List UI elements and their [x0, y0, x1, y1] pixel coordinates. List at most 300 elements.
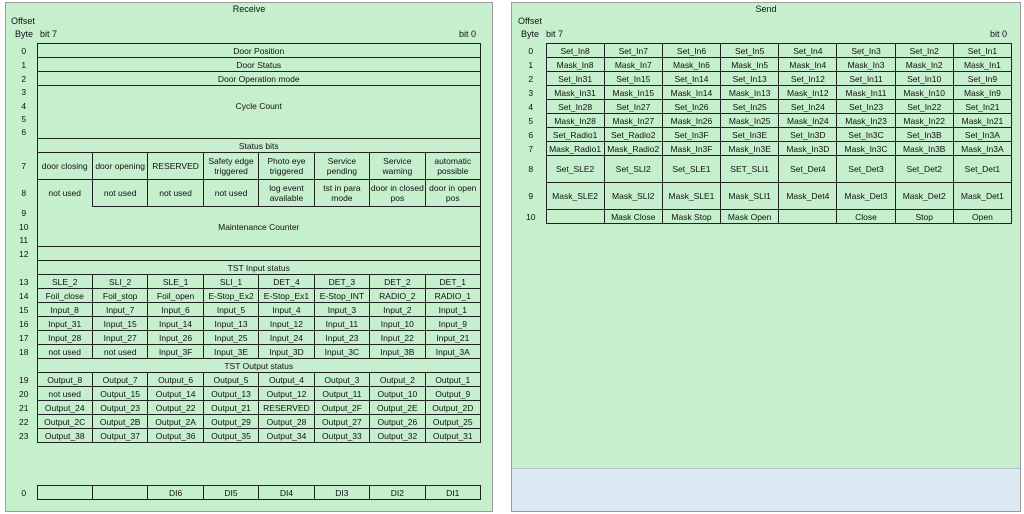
bit-cell: DET_3	[314, 275, 369, 289]
bit-cell: Safety edge triggered	[203, 153, 258, 180]
byte-offset: 2	[528, 73, 534, 84]
field-cell	[37, 125, 481, 139]
bit-cell: Input_3A	[425, 345, 480, 359]
bit-cell: DI3	[314, 486, 369, 500]
bit-cell: E-Stop_Ex1	[259, 289, 314, 303]
byte-offset: 9	[21, 208, 27, 219]
bit-cell: Set_Det3	[837, 156, 895, 183]
table-row	[516, 58, 1012, 72]
byte-offset: 2	[21, 73, 27, 84]
bit-cell: Set_In3F	[662, 128, 720, 142]
bit-cell: SLI_2	[92, 275, 147, 289]
bit-cell: not used	[92, 345, 147, 359]
bit-cell: Input_26	[148, 331, 203, 345]
bit-cell: Input_8	[37, 303, 92, 317]
table-row	[11, 180, 481, 207]
table-row	[11, 233, 481, 247]
field-cell	[37, 86, 481, 100]
byte-offset: 7	[528, 143, 534, 154]
field-cell	[37, 233, 481, 247]
field-cell	[37, 247, 481, 261]
byte-offset: 0	[21, 487, 27, 498]
bit-cell: Close	[837, 210, 895, 224]
bit-cell: Mask_In3C	[837, 142, 895, 156]
bit-cell: Output_36	[148, 429, 203, 443]
send-byte-label: Byte	[521, 29, 540, 39]
byte-offset: 4	[21, 100, 27, 111]
bit-cell: DET_1	[425, 275, 480, 289]
table-row	[11, 207, 481, 221]
bit-cell: Output_13	[203, 387, 258, 401]
bit-cell: Mask_In3B	[895, 142, 953, 156]
bit-cell: not used	[203, 180, 258, 207]
table-row	[516, 114, 1012, 128]
bit-cell: Output_34	[259, 429, 314, 443]
field-cell: Door Operation mode	[37, 72, 481, 86]
bit-cell: Output_33	[314, 429, 369, 443]
bit-cell: Set_In15	[604, 72, 662, 86]
bit-cell: Output_6	[148, 373, 203, 387]
section-header: TST Input status	[37, 261, 481, 275]
send-title: Send	[755, 4, 777, 14]
bit-cell: Output_2F	[314, 401, 369, 415]
bit-cell: Output_26	[370, 415, 425, 429]
bit-cell: Mask Stop	[662, 210, 720, 224]
byte-offset: 5	[528, 115, 534, 126]
bit-cell: Mask_In11	[837, 86, 895, 100]
table-row	[11, 359, 481, 373]
table-row	[11, 373, 481, 387]
bit-cell: Foil_stop	[92, 289, 147, 303]
table-row	[516, 156, 1012, 183]
table-row	[516, 128, 1012, 142]
bit-cell: RADIO_1	[425, 289, 480, 303]
bit-cell: door in open pos	[425, 180, 480, 207]
byte-offset: 12	[19, 248, 29, 259]
bit-cell: Mask_In24	[779, 114, 837, 128]
table-row	[11, 289, 481, 303]
bit-cell: Set_In21	[953, 100, 1011, 114]
table-row	[516, 44, 1012, 58]
table-row	[516, 86, 1012, 100]
bit-cell: Mask_In5	[721, 58, 779, 72]
bit-cell: Input_25	[203, 331, 258, 345]
byte-offset: 6	[21, 126, 27, 137]
bit-cell: not used	[92, 180, 147, 207]
table-row	[11, 220, 481, 233]
bit-cell: Output_9	[425, 387, 480, 401]
byte-offset: 3	[21, 87, 27, 98]
bit-cell: Set_In3A	[953, 128, 1011, 142]
bit-cell: Output_21	[203, 401, 258, 415]
bit-cell: Mask_In31	[546, 86, 604, 100]
bit-cell: Mask_In3D	[779, 142, 837, 156]
bit-cell: Mask_In22	[895, 114, 953, 128]
bit-cell: Input_3B	[370, 345, 425, 359]
bit-cell: Input_5	[203, 303, 258, 317]
bit-cell: Input_22	[370, 331, 425, 345]
bit-cell: DI6	[148, 486, 203, 500]
bit-cell: Input_3	[314, 303, 369, 317]
bit-cell: Service warning	[370, 153, 425, 180]
bit-cell: Set_In3E	[721, 128, 779, 142]
bit-cell: Set_SLE1	[662, 156, 720, 183]
bit-cell: Input_10	[370, 317, 425, 331]
byte-offset: 5	[21, 113, 27, 124]
bit-cell: Open	[953, 210, 1011, 224]
byte-offset: 21	[19, 402, 29, 413]
receive-panel	[5, 2, 493, 512]
bit-cell: Set_Det4	[779, 156, 837, 183]
bit-cell: Mask_In13	[721, 86, 779, 100]
bit-cell: Mask Open	[721, 210, 779, 224]
bit-cell: Output_8	[37, 373, 92, 387]
table-row	[516, 72, 1012, 86]
byte-offset: 7	[21, 161, 27, 171]
byte-offset: 0	[21, 45, 27, 56]
bit-cell: Set_In3	[837, 44, 895, 58]
bit-cell: Mask_Det1	[953, 183, 1011, 210]
bit-cell: Foil_open	[148, 289, 203, 303]
section-header: Status bits	[37, 139, 481, 153]
table-row	[11, 486, 481, 500]
bit-cell: Output_29	[203, 415, 258, 429]
bit-cell: Set_In27	[604, 100, 662, 114]
bit-cell: Output_4	[259, 373, 314, 387]
table-row	[11, 125, 481, 139]
bit-cell: Mask_In27	[604, 114, 662, 128]
byte-offset: 10	[19, 221, 29, 232]
bit-cell: Set_In28	[546, 100, 604, 114]
table-row	[11, 86, 481, 100]
send-bottom-strip	[512, 468, 1020, 511]
table-row	[516, 183, 1012, 210]
bit-cell: Set_In11	[837, 72, 895, 86]
bit-cell: Set_In26	[662, 100, 720, 114]
bit-cell: Output_2E	[370, 401, 425, 415]
table-row	[11, 303, 481, 317]
bit-cell: Output_3	[314, 373, 369, 387]
bit-cell: SLE_1	[148, 275, 203, 289]
bit-cell: Set_In6	[662, 44, 720, 58]
table-row	[11, 415, 481, 429]
table-row	[11, 58, 481, 72]
byte-offset: 17	[19, 332, 29, 343]
byte-offset: 20	[19, 388, 29, 399]
bit-cell: Input_3E	[203, 345, 258, 359]
bit-cell: automatic possible	[425, 153, 480, 180]
send-panel	[511, 2, 1021, 512]
bit-cell: Input_1	[425, 303, 480, 317]
bit-cell: Mask Close	[604, 210, 662, 224]
bit-cell: Output_27	[314, 415, 369, 429]
bit-cell: Mask_SLE2	[546, 183, 604, 210]
bit-cell: Mask_In1	[953, 58, 1011, 72]
bit-cell: Output_12	[259, 387, 314, 401]
bit-cell: tst in para mode	[314, 180, 369, 207]
bit-cell: Mask_In12	[779, 86, 837, 100]
bit-cell: Set_SLE2	[546, 156, 604, 183]
bit-cell: not used	[37, 387, 92, 401]
bit-cell: Mask_In21	[953, 114, 1011, 128]
byte-offset: 8	[528, 164, 534, 174]
bit-cell: Service pending	[314, 153, 369, 180]
bit-cell: DI2	[370, 486, 425, 500]
bit-cell: Mask_In6	[662, 58, 720, 72]
table-row	[11, 99, 481, 112]
byte-offset: 15	[19, 304, 29, 315]
byte-offset: 22	[19, 416, 29, 427]
bit-cell: DI4	[259, 486, 314, 500]
bit-cell: Mask_In25	[721, 114, 779, 128]
bit-cell: SLI_1	[203, 275, 258, 289]
bit-cell	[779, 210, 837, 224]
bit-cell: door in closed pos	[370, 180, 425, 207]
bit-cell: Output_11	[314, 387, 369, 401]
bit-cell: SET_SLI1	[721, 156, 779, 183]
table-row	[11, 387, 481, 401]
bit-cell: Set_In5	[721, 44, 779, 58]
bit-cell	[546, 210, 604, 224]
byte-offset	[11, 139, 37, 153]
send-bit7-label: bit 7	[546, 29, 564, 39]
byte-offset: 19	[19, 374, 29, 385]
bit-cell: DI1	[425, 486, 480, 500]
bit-cell: Set_Radio1	[546, 128, 604, 142]
bit-cell: Output_7	[92, 373, 147, 387]
bit-cell: Mask_SLI2	[604, 183, 662, 210]
send-bit0-label: bit 0	[990, 29, 1008, 39]
receive-title: Receive	[232, 4, 266, 14]
bit-cell: Output_2B	[92, 415, 147, 429]
bit-cell: Set_In4	[779, 44, 837, 58]
bit-cell: Mask_In3E	[721, 142, 779, 156]
bit-cell: Set_In7	[604, 44, 662, 58]
bit-cell: Set_In14	[662, 72, 720, 86]
bit-cell: E-Stop_Ex2	[203, 289, 258, 303]
table-row	[11, 261, 481, 275]
receive-offset-label: Offset	[11, 16, 35, 26]
bit-cell: Output_2D	[425, 401, 480, 415]
byte-offset: 0	[528, 45, 534, 56]
bit-cell: Output_22	[148, 401, 203, 415]
bit-cell: Mask_In7	[604, 58, 662, 72]
byte-offset	[11, 359, 37, 373]
bit-cell: RESERVED	[148, 153, 203, 180]
bit-cell: Input_7	[92, 303, 147, 317]
bit-cell: Stop	[895, 210, 953, 224]
bit-cell: Mask_In3A	[953, 142, 1011, 156]
table-row	[11, 72, 481, 86]
bit-cell: RESERVED	[259, 401, 314, 415]
bit-cell: Input_2	[370, 303, 425, 317]
bit-cell: log event available	[259, 180, 314, 207]
bit-cell: Mask_In4	[779, 58, 837, 72]
byte-offset: 10	[526, 211, 536, 222]
receive-bottom-table	[11, 485, 481, 500]
bit-cell: Output_38	[37, 429, 92, 443]
byte-offset: 1	[528, 59, 534, 70]
byte-offset: 23	[19, 430, 29, 441]
bit-cell: Mask_In28	[546, 114, 604, 128]
bit-cell: Input_13	[203, 317, 258, 331]
bit-cell: Mask_In14	[662, 86, 720, 100]
bit-cell: Input_31	[37, 317, 92, 331]
byte-offset: 11	[19, 234, 29, 245]
bit-cell: Input_14	[148, 317, 203, 331]
bit-cell: Input_12	[259, 317, 314, 331]
bit-cell: Output_15	[92, 387, 147, 401]
bit-cell: Set_In22	[895, 100, 953, 114]
bit-cell: Mask_In3	[837, 58, 895, 72]
bit-cell: not used	[148, 180, 203, 207]
bit-cell: Mask_In10	[895, 86, 953, 100]
receive-byte-label: Byte	[15, 29, 34, 39]
bit-cell: Mask_In3F	[662, 142, 720, 156]
byte-offset: 14	[19, 290, 29, 301]
bit-cell: Output_2	[370, 373, 425, 387]
bit-cell: Set_In8	[546, 44, 604, 58]
bit-cell: Set_In2	[895, 44, 953, 58]
receive-bit7-label: bit 7	[40, 29, 58, 39]
bit-cell: Set_SLI2	[604, 156, 662, 183]
bit-cell: Set_In31	[546, 72, 604, 86]
bit-cell: DI5	[203, 486, 258, 500]
byte-offset: 13	[19, 276, 29, 287]
bit-cell: E-Stop_INT	[314, 289, 369, 303]
bit-cell: Set_In3B	[895, 128, 953, 142]
bit-cell: Mask_In15	[604, 86, 662, 100]
bit-cell: Input_28	[37, 331, 92, 345]
byte-offset: 8	[21, 188, 27, 198]
bit-cell: SLE_2	[37, 275, 92, 289]
bit-cell: Output_2A	[148, 415, 203, 429]
bit-cell: DET_2	[370, 275, 425, 289]
bit-cell: Output_31	[425, 429, 480, 443]
bit-cell: Output_23	[92, 401, 147, 415]
bit-cell: Mask_Det4	[779, 183, 837, 210]
table-row	[516, 210, 1012, 224]
bit-cell: not used	[37, 345, 92, 359]
table-row	[516, 142, 1012, 156]
bit-cell: Set_Det1	[953, 156, 1011, 183]
receive-table	[11, 43, 481, 443]
bit-cell: Mask_In9	[953, 86, 1011, 100]
bit-cell: Input_21	[425, 331, 480, 345]
bit-cell: Input_3F	[148, 345, 203, 359]
bit-cell: Mask_In2	[895, 58, 953, 72]
bit-cell: Output_28	[259, 415, 314, 429]
bit-cell: Input_9	[425, 317, 480, 331]
bit-cell: Mask_Det3	[837, 183, 895, 210]
bit-cell	[92, 486, 147, 500]
bit-cell: Output_1	[425, 373, 480, 387]
field-cell: Cycle Count	[37, 99, 481, 112]
bit-cell: Mask_In8	[546, 58, 604, 72]
bit-cell: Set_In10	[895, 72, 953, 86]
bit-cell: Set_In1	[953, 44, 1011, 58]
bit-cell: Mask_Det2	[895, 183, 953, 210]
bit-cell: Set_In12	[779, 72, 837, 86]
bit-cell: Output_32	[370, 429, 425, 443]
field-cell: Maintenance Counter	[37, 220, 481, 233]
bit-cell: Input_23	[314, 331, 369, 345]
bit-cell: Output_5	[203, 373, 258, 387]
table-row	[11, 153, 481, 180]
table-row	[11, 112, 481, 125]
table-row	[11, 345, 481, 359]
byte-offset: 16	[19, 318, 29, 329]
bit-cell: Input_3D	[259, 345, 314, 359]
bit-cell: Mask_Radio2	[604, 142, 662, 156]
field-cell	[37, 112, 481, 125]
receive-bit0-label: bit 0	[459, 29, 477, 39]
bit-cell: Set_In13	[721, 72, 779, 86]
bit-cell: DET_4	[259, 275, 314, 289]
bit-cell: Input_3C	[314, 345, 369, 359]
table-row	[11, 401, 481, 415]
table-row	[11, 275, 481, 289]
byte-offset: 18	[19, 346, 29, 357]
bit-cell: Input_4	[259, 303, 314, 317]
bit-cell: Input_11	[314, 317, 369, 331]
bit-cell: Input_6	[148, 303, 203, 317]
bit-cell: not used	[37, 180, 92, 207]
bit-cell: Set_In25	[721, 100, 779, 114]
table-row	[11, 331, 481, 345]
field-cell: Door Status	[37, 58, 481, 72]
bit-cell: Set_In3C	[837, 128, 895, 142]
bit-cell: Mask_SLE1	[662, 183, 720, 210]
bit-cell: Foil_close	[37, 289, 92, 303]
table-row	[11, 247, 481, 261]
bit-cell: Output_37	[92, 429, 147, 443]
bit-cell: Output_25	[425, 415, 480, 429]
bit-cell: Output_10	[370, 387, 425, 401]
bit-cell: Mask_In26	[662, 114, 720, 128]
field-cell: Door Position	[37, 44, 481, 58]
bit-cell: Set_In9	[953, 72, 1011, 86]
section-header: TST Output status	[37, 359, 481, 373]
bit-cell: Set_In23	[837, 100, 895, 114]
bit-cell: Output_14	[148, 387, 203, 401]
bit-cell: Mask_SLI1	[721, 183, 779, 210]
bit-cell	[37, 486, 92, 500]
byte-offset: 4	[528, 101, 534, 112]
byte-offset: 3	[528, 87, 534, 98]
send-table	[516, 43, 1012, 224]
bit-cell: RADIO_2	[370, 289, 425, 303]
byte-offset: 9	[528, 191, 534, 201]
bit-cell: Set_Det2	[895, 156, 953, 183]
bit-cell: door opening	[92, 153, 147, 180]
bit-cell: Input_15	[92, 317, 147, 331]
byte-offset: 6	[528, 129, 534, 140]
bit-cell: door closing	[37, 153, 92, 180]
table-row	[516, 100, 1012, 114]
table-row	[11, 317, 481, 331]
table-row	[11, 44, 481, 58]
table-row	[11, 429, 481, 443]
byte-offset	[11, 261, 37, 275]
bit-cell: Set_Radio2	[604, 128, 662, 142]
bit-cell: Output_35	[203, 429, 258, 443]
bit-cell: Input_24	[259, 331, 314, 345]
send-offset-label: Offset	[518, 16, 542, 26]
bit-cell: Photo eye triggered	[259, 153, 314, 180]
bit-cell: Mask_Radio1	[546, 142, 604, 156]
field-cell	[37, 207, 481, 221]
